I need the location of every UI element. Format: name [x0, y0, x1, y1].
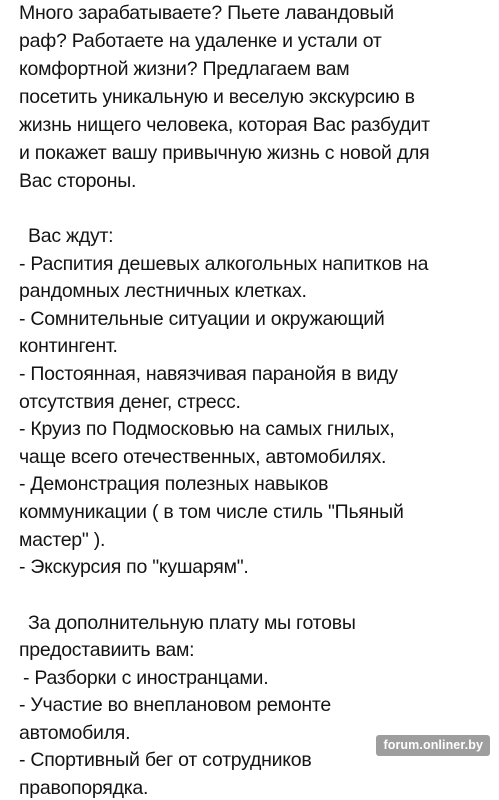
section-heading: Вас ждут: — [28, 225, 114, 247]
text-line: жизнь нищего человека, которая Вас разбудит — [19, 114, 430, 136]
text-line: посетить уникальную и веселую экскурсию в — [19, 86, 415, 108]
list-item: - Круиз по Подмосковью на самых гнилых, — [19, 418, 395, 440]
list-item: - Постоянная, навязчивая паранойя в виду — [19, 363, 398, 385]
list-item: - Экскурсия по "кушарям". — [19, 556, 249, 578]
list-item: - Демонстрация полезных навыков — [19, 473, 329, 495]
text-line: и покажет вашу привычную жизнь с новой для — [19, 142, 430, 164]
text-line: автомобиля. — [19, 722, 131, 744]
text-line: правопорядка. — [19, 777, 149, 799]
section-heading: За дополнительную плату мы готовы — [28, 612, 356, 634]
text-line: мастер" ). — [19, 529, 106, 551]
text-line: раф? Работаете на удаленке и устали от — [19, 30, 382, 52]
forum-watermark: forum.onliner.by — [376, 735, 490, 756]
text-line: Много зарабатываете? Пьете лавандовый — [19, 2, 394, 24]
text-line: контингент. — [19, 335, 118, 357]
list-item: - Сомнительные ситуации и окружающий — [19, 308, 385, 330]
list-item: - Разборки с иностранцами. — [23, 667, 269, 689]
text-line: предоставиить вам: — [19, 639, 195, 661]
list-item: - Участие во внеплановом ремонте — [19, 694, 331, 716]
list-item: - Распития дешевых алкогольных напитков на — [19, 253, 429, 275]
text-line: Вас стороны. — [19, 170, 137, 192]
text-line: чаще всего отечественных, автомобилях. — [19, 446, 387, 468]
text-line: рандомных лестничных клетках. — [19, 280, 307, 302]
text-line: комфортной жизни? Предлагаем вам — [19, 58, 350, 80]
text-line: отсутствия денег, стресс. — [19, 391, 241, 413]
text-line: коммуникации ( в том числе стиль "Пьяный — [19, 501, 404, 523]
list-item: - Спортивный бег от сотрудников — [19, 749, 312, 771]
